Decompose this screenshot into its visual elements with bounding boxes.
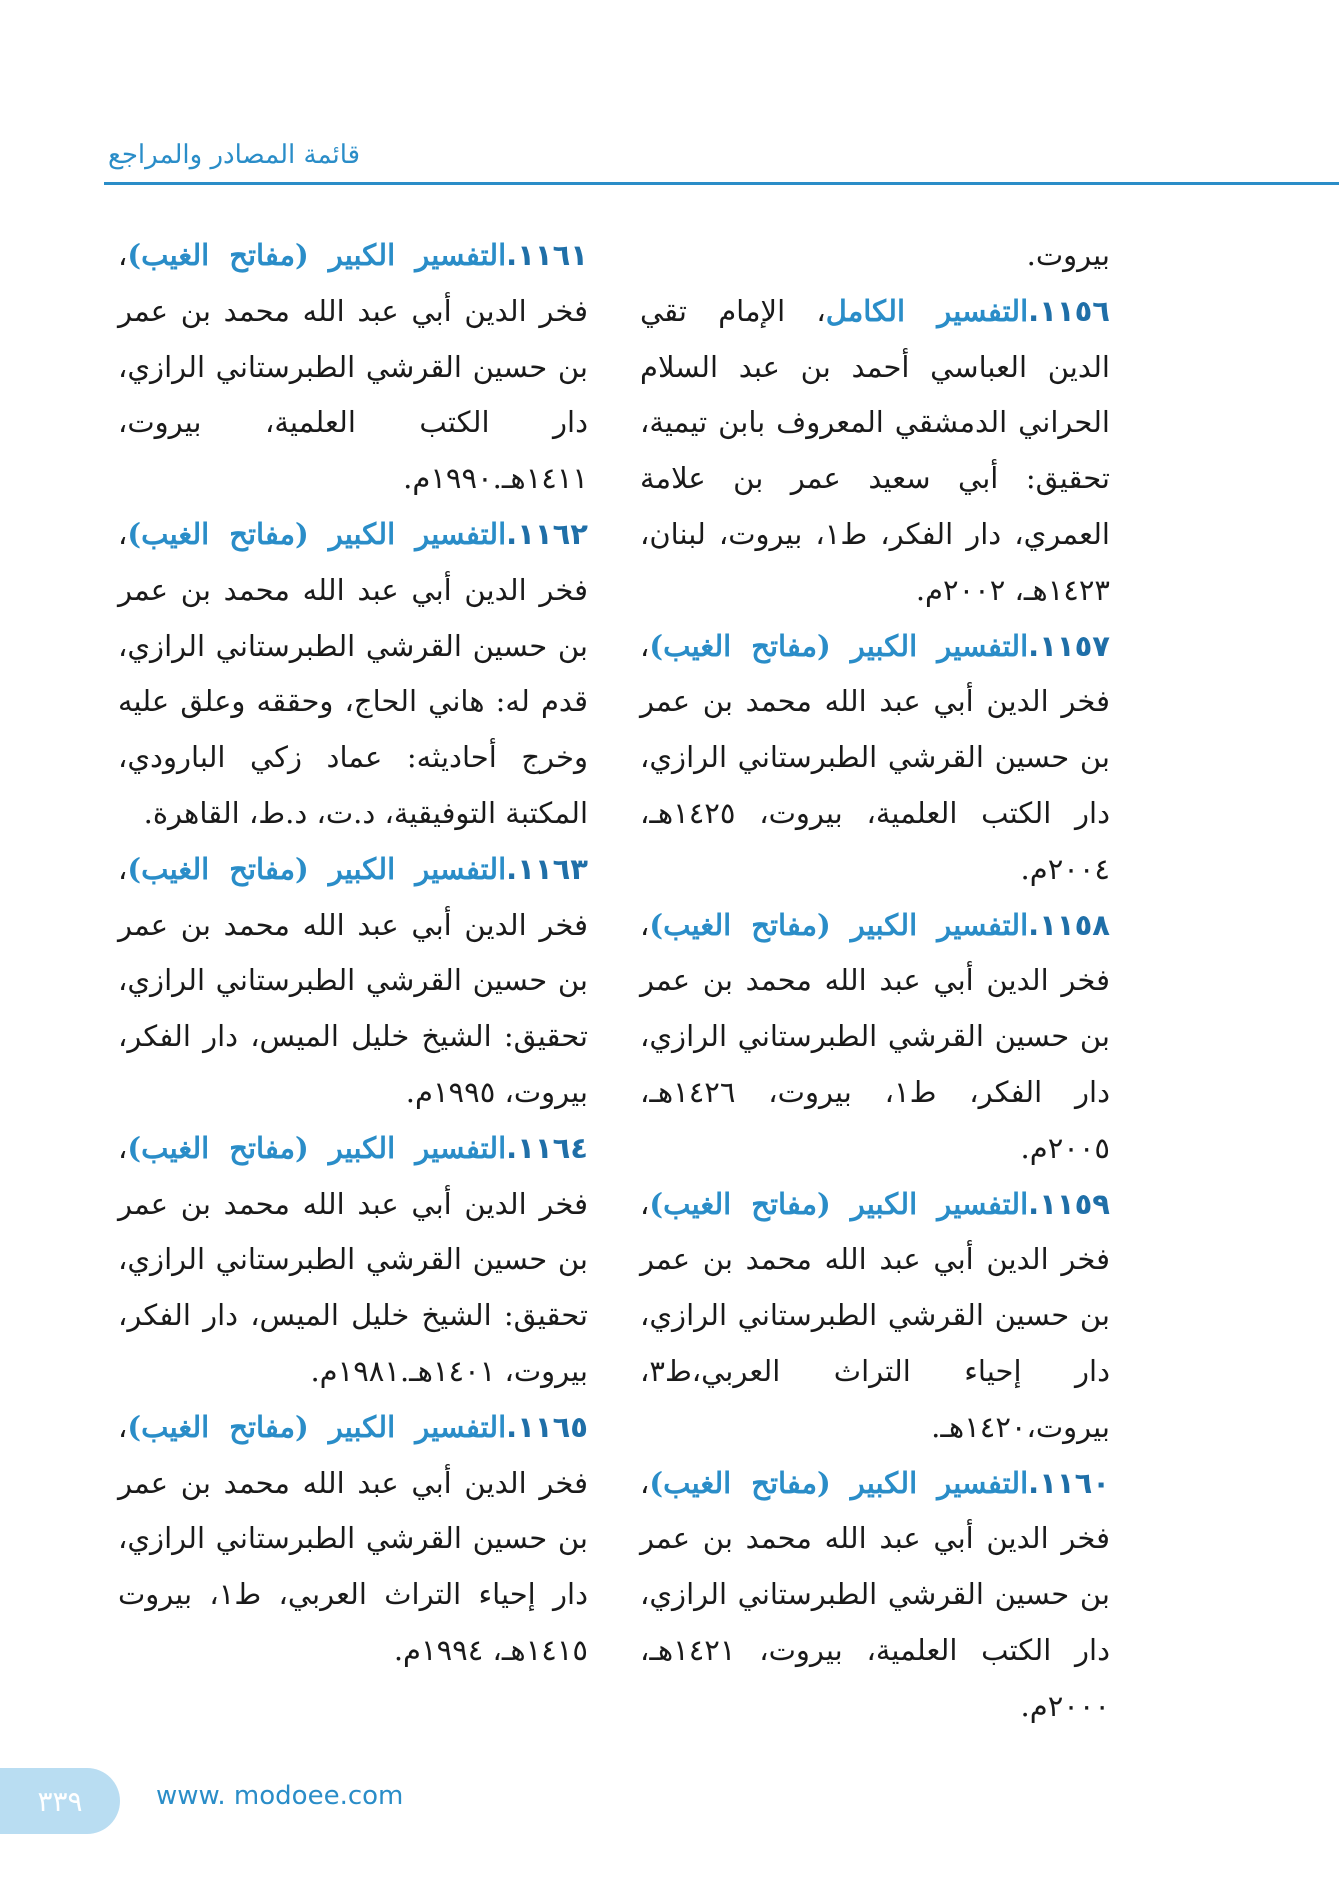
reference-entry [640,1177,1110,1456]
entry-details: ، فخر الدين أبي عبد الله محمد بن عمر بن حسين القرشي الطبرستاني الرازي، دار الكتب العلمية، بيروت، ١٤١١هـ.١٩٩٠م. [118,238,588,496]
website-link[interactable]: www. modoee.com [156,1781,404,1811]
page-number: ٣٣٩ [37,1784,83,1818]
entry-title: التفسير الكبير (مفاتح الغيب) [127,851,507,886]
reference-entry [118,1400,588,1679]
entry-title: التفسير الكبير (مفاتح الغيب) [649,1186,1029,1221]
entry-number: ١١٥٩. [1028,1186,1110,1221]
entry-number: ١١٥٦. [1028,293,1110,328]
entry-number: ١١٦٣. [506,851,588,886]
entry-details: ، فخر الدين أبي عبد الله محمد بن عمر بن حسين القرشي الطبرستاني الرازي، تحقيق: الشيخ خليل الميس، دار الفكر، بيروت، ١٤٠١هـ.١٩٨١م. [118,1130,588,1388]
reference-entry [118,507,588,842]
entry-title: التفسير الكبير (مفاتح الغيب) [127,1130,507,1165]
entry-title: التفسير الكبير (مفاتح الغيب) [649,1465,1029,1500]
entry-number: ١١٥٧. [1028,628,1110,663]
right-column [640,228,1110,1735]
entry-number: ١١٦١. [506,238,588,272]
reference-entry [118,842,588,1121]
running-header-title: قائمة المصادر والمراجع [108,140,361,170]
entry-number: ١١٦٢. [506,516,588,551]
entry-title: التفسير الكبير (مفاتح الغيب) [649,907,1029,942]
reference-entry [118,1121,588,1400]
entry-details: ، فخر الدين أبي عبد الله محمد بن عمر بن حسين القرشي الطبرستاني الرازي، دار الكتب العلمية، بيروت، ١٤٢١هـ، ٢٠٠٠م. [640,1465,1110,1723]
entry-number: ١١٥٨. [1028,907,1110,942]
entry-details: ، فخر الدين أبي عبد الله محمد بن عمر بن حسين القرشي الطبرستاني الرازي، دار إحياء التراث العربي،ط٣، بيروت،١٤٢٠هـ. [640,1186,1110,1444]
entry-details: ، الإمام تقي الدين العباسي أحمد بن عبد السلام الحراني الدمشقي المعروف بابن تيمية، تحقيق: أبي سعيد عمر بن علامة العمري، دار الفكر، ط١، بيروت، لبنان، ١٤٢٣هـ، ٢٠٠٢م. [640,293,1110,607]
entry-details: ، فخر الدين أبي عبد الله محمد بن عمر بن حسين القرشي الطبرستاني الرازي، دار الكتب العلمية، بيروت، ١٤٢٥هـ، ٢٠٠٤م. [640,628,1110,886]
reference-entry [118,228,588,507]
entry-number: ١١٦٠. [1028,1465,1110,1500]
entry-details: ، فخر الدين أبي عبد الله محمد بن عمر بن حسين القرشي الطبرستاني الرازي، دار الفكر، ط١، بيروت، ١٤٢٦هـ، ٢٠٠٥م. [640,907,1110,1165]
left-column-entries [118,228,588,1679]
entry-number: ١١٦٥. [506,1409,588,1444]
reference-entry [640,898,1110,1177]
entry-title: التفسير الكامل [825,293,1029,328]
entry-title: التفسير الكبير (مفاتح الغيب) [127,238,507,272]
entry-title: التفسير الكبير (مفاتح الغيب) [649,628,1029,663]
reference-entry [640,619,1110,898]
header-divider [104,182,1339,185]
entry-number: ١١٦٤. [506,1130,588,1165]
reference-entry [640,1456,1110,1735]
entry-details: ، فخر الدين أبي عبد الله محمد بن عمر بن حسين القرشي الطبرستاني الرازي، تحقيق: الشيخ خليل الميس، دار الفكر، بيروت، ١٩٩٥م. [118,851,588,1109]
carry-over-text: بيروت. [1026,238,1110,272]
reference-entry [640,284,1110,619]
entry-details: ، فخر الدين أبي عبد الله محمد بن عمر بن حسين القرشي الطبرستاني الرازي، دار إحياء التراث العربي، ط١، بيروت ١٤١٥هـ، ١٩٩٤م. [118,1409,588,1667]
right-column-entries [640,284,1110,1735]
left-column [118,228,588,1679]
entry-title: التفسير الكبير (مفاتح الغيب) [127,516,507,551]
page-number-badge [0,1768,120,1834]
entry-details: ، فخر الدين أبي عبد الله محمد بن عمر بن حسين القرشي الطبرستاني الرازي، قدم له: هاني الحاج، وحققه وعلق عليه وخرج أحاديثه: عماد زكي البارودي، المكتبة التوفيقية، د.ت، د.ط، القاهرة. [118,516,588,830]
entry-title: التفسير الكبير (مفاتح الغيب) [127,1409,507,1444]
